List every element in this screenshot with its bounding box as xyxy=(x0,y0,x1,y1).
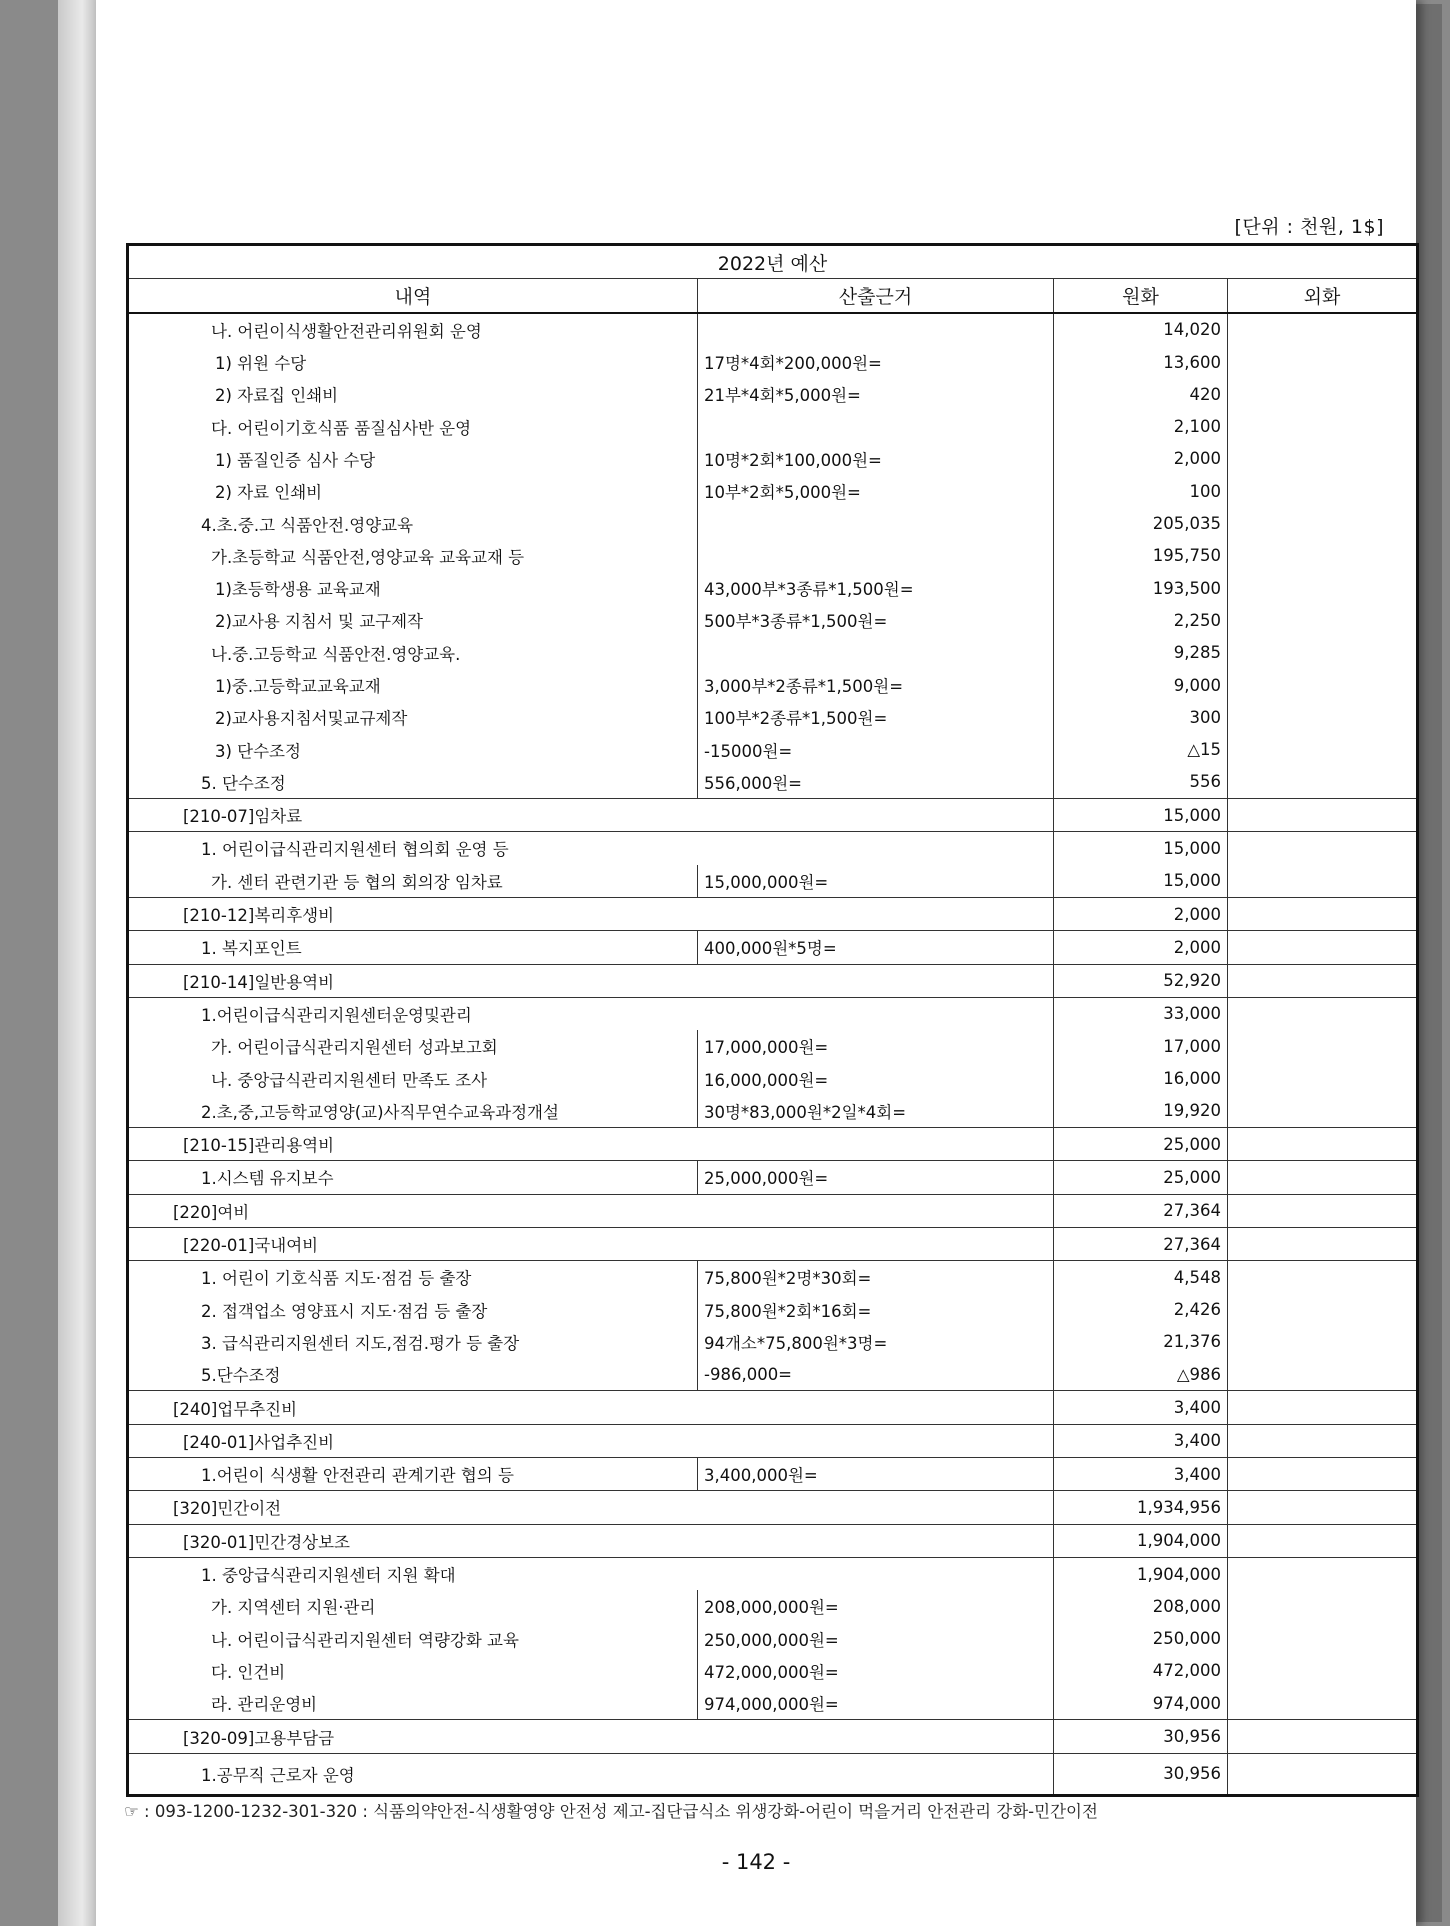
row-basis: 500부*3종류*1,500원= xyxy=(698,604,1054,636)
row-foreign xyxy=(1228,1261,1418,1294)
row-krw: 4,548 xyxy=(1054,1261,1228,1294)
row-basis: -15000원= xyxy=(698,733,1054,765)
year-header: 2022년 예산 xyxy=(128,245,1418,279)
row-item: 4.초.중.고 식품안전.영양교육 xyxy=(128,507,698,539)
table-row xyxy=(128,507,1418,539)
row-basis: 472,000,000원= xyxy=(698,1655,1054,1687)
row-krw: 974,000 xyxy=(1054,1687,1228,1720)
table-row xyxy=(128,475,1418,507)
column-header-foreign: 외화 xyxy=(1228,279,1418,313)
row-basis: 556,000원= xyxy=(698,766,1054,799)
row-krw: 27,364 xyxy=(1054,1227,1228,1260)
row-item: 3) 단수조정 xyxy=(128,733,698,765)
row-item: 3. 급식관리지원센터 지도,점검.평가 등 출장 xyxy=(128,1326,698,1358)
row-foreign xyxy=(1228,1622,1418,1654)
row-foreign xyxy=(1228,313,1418,346)
column-header-basis: 산출근거 xyxy=(698,279,1054,313)
row-basis: 30명*83,000원*2일*4회= xyxy=(698,1095,1054,1128)
table-row xyxy=(128,1753,1418,1795)
row-basis: -986,000= xyxy=(698,1358,1054,1391)
row-foreign xyxy=(1228,443,1418,475)
row-item: 2)교사용지침서및교규제작 xyxy=(128,701,698,733)
row-basis xyxy=(698,507,1054,539)
row-item: 2) 자료 인쇄비 xyxy=(128,475,698,507)
row-basis: 3,000부*2종류*1,500원= xyxy=(698,669,1054,701)
row-krw: 2,000 xyxy=(1054,443,1228,475)
row-krw: 2,100 xyxy=(1054,410,1228,442)
row-basis: 75,800원*2회*16회= xyxy=(698,1294,1054,1326)
row-krw: 15,000 xyxy=(1054,865,1228,898)
row-item: 1. 어린이 기호식품 지도·점검 등 출장 xyxy=(128,1261,698,1294)
row-item: [210-12]복리후생비 xyxy=(128,897,1054,930)
row-item: 1.어린이 식생활 안전관리 관계기관 협의 등 xyxy=(128,1457,698,1490)
row-item: 다. 어린이기호식품 품질심사반 운영 xyxy=(128,410,698,442)
row-krw: △15 xyxy=(1054,733,1228,765)
row-krw: 33,000 xyxy=(1054,997,1228,1030)
row-item: 2. 접객업소 영양표시 지도·점검 등 출장 xyxy=(128,1294,698,1326)
row-foreign xyxy=(1228,410,1418,442)
row-item: 1) 위원 수당 xyxy=(128,346,698,378)
row-item: [320-09]고용부담금 xyxy=(128,1720,1054,1753)
row-foreign xyxy=(1228,378,1418,410)
row-foreign xyxy=(1228,1095,1418,1128)
row-krw: 30,956 xyxy=(1054,1720,1228,1753)
column-header-item: 내역 xyxy=(128,279,698,313)
row-foreign xyxy=(1228,604,1418,636)
table-row xyxy=(128,1227,1418,1260)
row-krw: 25,000 xyxy=(1054,1161,1228,1194)
table-row xyxy=(128,572,1418,604)
row-foreign xyxy=(1228,540,1418,572)
table-row xyxy=(128,701,1418,733)
table-row xyxy=(128,637,1418,669)
row-item: 1.공무직 근로자 운영 xyxy=(128,1753,1054,1795)
row-item: 1. 어린이급식관리지원센터 협의회 운영 등 xyxy=(128,832,1054,865)
row-foreign xyxy=(1228,964,1418,997)
row-krw: 2,426 xyxy=(1054,1294,1228,1326)
row-foreign xyxy=(1228,1326,1418,1358)
row-foreign xyxy=(1228,475,1418,507)
table-row xyxy=(128,1491,1418,1524)
row-krw: 208,000 xyxy=(1054,1590,1228,1622)
row-krw: 1,904,000 xyxy=(1054,1524,1228,1557)
row-foreign xyxy=(1228,669,1418,701)
row-basis xyxy=(698,410,1054,442)
row-basis: 974,000,000원= xyxy=(698,1687,1054,1720)
unit-label: [단위 : 천원, 1$] xyxy=(1234,216,1384,238)
row-basis: 3,400,000원= xyxy=(698,1457,1054,1490)
row-foreign xyxy=(1228,1655,1418,1687)
row-krw: 100 xyxy=(1054,475,1228,507)
row-foreign xyxy=(1228,346,1418,378)
table-row xyxy=(128,1326,1418,1358)
table-row xyxy=(128,964,1418,997)
row-item: [210-14]일반용역비 xyxy=(128,964,1054,997)
table-row xyxy=(128,897,1418,930)
row-item: [210-15]관리용역비 xyxy=(128,1128,1054,1161)
row-foreign xyxy=(1228,1524,1418,1557)
row-krw: 3,400 xyxy=(1054,1424,1228,1457)
row-item: 5. 단수조정 xyxy=(128,766,698,799)
row-basis: 400,000원*5명= xyxy=(698,931,1054,964)
row-foreign xyxy=(1228,865,1418,898)
row-item: 가.초등학교 식품안전,영양교육 교육교재 등 xyxy=(128,540,698,572)
table-row xyxy=(128,1128,1418,1161)
row-krw: △986 xyxy=(1054,1358,1228,1391)
row-item: [240-01]사업추진비 xyxy=(128,1424,1054,1457)
table-row xyxy=(128,313,1418,346)
row-foreign xyxy=(1228,1687,1418,1720)
row-krw: 15,000 xyxy=(1054,832,1228,865)
table-row xyxy=(128,1622,1418,1654)
row-item: 나. 어린이식생활안전관리위원회 운영 xyxy=(128,313,698,346)
table-row xyxy=(128,1687,1418,1720)
row-basis: 75,800원*2명*30회= xyxy=(698,1261,1054,1294)
row-krw: 2,000 xyxy=(1054,931,1228,964)
row-foreign xyxy=(1228,733,1418,765)
row-krw: 30,956 xyxy=(1054,1753,1228,1795)
table-row xyxy=(128,1030,1418,1062)
row-item: 다. 인건비 xyxy=(128,1655,698,1687)
row-foreign xyxy=(1228,1424,1418,1457)
row-foreign xyxy=(1228,1227,1418,1260)
row-item: 1. 복지포인트 xyxy=(128,931,698,964)
table-row xyxy=(128,1095,1418,1128)
row-item: 1)중.고등학교교육교재 xyxy=(128,669,698,701)
table-row xyxy=(128,378,1418,410)
row-item: [210-07]임차료 xyxy=(128,799,1054,832)
row-item: [220]여비 xyxy=(128,1194,1054,1227)
row-krw: 1,934,956 xyxy=(1054,1491,1228,1524)
row-krw: 556 xyxy=(1054,766,1228,799)
row-basis: 250,000,000원= xyxy=(698,1622,1054,1654)
table-row xyxy=(128,443,1418,475)
row-krw: 21,376 xyxy=(1054,1326,1228,1358)
table-row xyxy=(128,1524,1418,1557)
row-item: 나.중.고등학교 식품안전.영양교육. xyxy=(128,637,698,669)
row-item: 2)교사용 지침서 및 교구제작 xyxy=(128,604,698,636)
table-row xyxy=(128,865,1418,898)
row-basis xyxy=(698,313,1054,346)
row-basis: 100부*2종류*1,500원= xyxy=(698,701,1054,733)
row-krw: 16,000 xyxy=(1054,1062,1228,1094)
row-foreign xyxy=(1228,1161,1418,1194)
row-foreign xyxy=(1228,1062,1418,1094)
year-header-row xyxy=(128,245,1418,279)
table-row xyxy=(128,799,1418,832)
row-krw: 3,400 xyxy=(1054,1457,1228,1490)
row-krw: 25,000 xyxy=(1054,1128,1228,1161)
footnote: ☞ : 093-1200-1232-301-320 : 식품의약안전-식생활영양 안전성 제고-집단급식소 위생강화-어린이 먹을거리 안전관리 강화-민간이전 xyxy=(124,1802,1098,1821)
row-krw: 3,400 xyxy=(1054,1391,1228,1424)
table-row xyxy=(128,1161,1418,1194)
row-krw: 2,000 xyxy=(1054,897,1228,930)
row-item: 라. 관리운영비 xyxy=(128,1687,698,1720)
table-row xyxy=(128,1457,1418,1490)
row-item: [220-01]국내여비 xyxy=(128,1227,1054,1260)
row-krw: 52,920 xyxy=(1054,964,1228,997)
row-foreign xyxy=(1228,832,1418,865)
row-basis xyxy=(698,540,1054,572)
row-item: 가. 센터 관련기관 등 협의 회의장 임차료 xyxy=(128,865,698,898)
row-basis: 94개소*75,800원*3명= xyxy=(698,1326,1054,1358)
row-basis: 21부*4회*5,000원= xyxy=(698,378,1054,410)
row-foreign xyxy=(1228,507,1418,539)
row-foreign xyxy=(1228,897,1418,930)
table-row xyxy=(128,1720,1418,1753)
row-krw: 14,020 xyxy=(1054,313,1228,346)
row-foreign xyxy=(1228,1720,1418,1753)
row-krw: 27,364 xyxy=(1054,1194,1228,1227)
row-krw: 9,000 xyxy=(1054,669,1228,701)
row-basis: 10명*2회*100,000원= xyxy=(698,443,1054,475)
row-item: 1)초등학생용 교육교재 xyxy=(128,572,698,604)
row-krw: 420 xyxy=(1054,378,1228,410)
row-basis: 10부*2회*5,000원= xyxy=(698,475,1054,507)
row-item: 나. 중앙급식관리지원센터 만족도 조사 xyxy=(128,1062,698,1094)
row-item: 5.단수조정 xyxy=(128,1358,698,1391)
row-foreign xyxy=(1228,1590,1418,1622)
row-foreign xyxy=(1228,766,1418,799)
page-number: - 142 - xyxy=(721,1850,791,1874)
table-row xyxy=(128,1358,1418,1391)
row-item: [240]업무추진비 xyxy=(128,1391,1054,1424)
row-foreign xyxy=(1228,572,1418,604)
row-krw: 19,920 xyxy=(1054,1095,1228,1128)
row-item: 1.어린이급식관리지원센터운영및관리 xyxy=(128,997,1054,1030)
row-foreign xyxy=(1228,1753,1418,1795)
table-row xyxy=(128,766,1418,799)
row-foreign xyxy=(1228,799,1418,832)
column-header-krw: 원화 xyxy=(1054,279,1228,313)
page-edge xyxy=(58,0,98,1926)
table-row xyxy=(128,1261,1418,1294)
row-krw: 205,035 xyxy=(1054,507,1228,539)
document-page xyxy=(96,0,1416,1926)
row-krw: 1,904,000 xyxy=(1054,1557,1228,1590)
table-row xyxy=(128,997,1418,1030)
row-foreign xyxy=(1228,1030,1418,1062)
row-item: 1. 중앙급식관리지원센터 지원 확대 xyxy=(128,1557,1054,1590)
table-row xyxy=(128,540,1418,572)
row-foreign xyxy=(1228,1294,1418,1326)
row-krw: 13,600 xyxy=(1054,346,1228,378)
row-krw: 250,000 xyxy=(1054,1622,1228,1654)
table-row xyxy=(128,1391,1418,1424)
row-foreign xyxy=(1228,1128,1418,1161)
row-foreign xyxy=(1228,1194,1418,1227)
row-foreign xyxy=(1228,1491,1418,1524)
row-krw: 300 xyxy=(1054,701,1228,733)
row-item: 1.시스템 유지보수 xyxy=(128,1161,698,1194)
row-krw: 17,000 xyxy=(1054,1030,1228,1062)
row-item: [320-01]민간경상보조 xyxy=(128,1524,1054,1557)
row-krw: 193,500 xyxy=(1054,572,1228,604)
row-item: [320]민간이전 xyxy=(128,1491,1054,1524)
row-basis: 43,000부*3종류*1,500원= xyxy=(698,572,1054,604)
table-row xyxy=(128,346,1418,378)
row-foreign xyxy=(1228,637,1418,669)
table-row xyxy=(128,1655,1418,1687)
table-row xyxy=(128,733,1418,765)
row-foreign xyxy=(1228,701,1418,733)
row-item: 가. 어린이급식관리지원센터 성과보고회 xyxy=(128,1030,698,1062)
table-row xyxy=(128,1194,1418,1227)
table-row xyxy=(128,1557,1418,1590)
row-item: 나. 어린이급식관리지원센터 역량강화 교육 xyxy=(128,1622,698,1654)
table-row xyxy=(128,1424,1418,1457)
row-krw: 15,000 xyxy=(1054,799,1228,832)
table-row xyxy=(128,1590,1418,1622)
row-item: 가. 지역센터 지원·관리 xyxy=(128,1590,698,1622)
budget-table xyxy=(126,243,1419,1797)
row-krw: 195,750 xyxy=(1054,540,1228,572)
column-header-row xyxy=(128,279,1418,313)
row-foreign xyxy=(1228,1358,1418,1391)
row-krw: 472,000 xyxy=(1054,1655,1228,1687)
row-basis: 17명*4회*200,000원= xyxy=(698,346,1054,378)
table-row xyxy=(128,1294,1418,1326)
row-foreign xyxy=(1228,997,1418,1030)
row-item: 2) 자료집 인쇄비 xyxy=(128,378,698,410)
row-foreign xyxy=(1228,1457,1418,1490)
row-krw: 9,285 xyxy=(1054,637,1228,669)
row-basis xyxy=(698,637,1054,669)
row-basis: 15,000,000원= xyxy=(698,865,1054,898)
row-krw: 2,250 xyxy=(1054,604,1228,636)
row-basis: 16,000,000원= xyxy=(698,1062,1054,1094)
row-item: 1) 품질인증 심사 수당 xyxy=(128,443,698,475)
row-basis: 208,000,000원= xyxy=(698,1590,1054,1622)
table-row xyxy=(128,832,1418,865)
row-basis: 25,000,000원= xyxy=(698,1161,1054,1194)
row-foreign xyxy=(1228,931,1418,964)
table-row xyxy=(128,410,1418,442)
row-basis: 17,000,000원= xyxy=(698,1030,1054,1062)
table-row xyxy=(128,604,1418,636)
table-row xyxy=(128,669,1418,701)
row-item: 2.초,중,고등학교영양(교)사직무연수교육과정개설 xyxy=(128,1095,698,1128)
row-foreign xyxy=(1228,1557,1418,1590)
row-foreign xyxy=(1228,1391,1418,1424)
table-body xyxy=(128,313,1418,1796)
table-row xyxy=(128,931,1418,964)
table-row xyxy=(128,1062,1418,1094)
